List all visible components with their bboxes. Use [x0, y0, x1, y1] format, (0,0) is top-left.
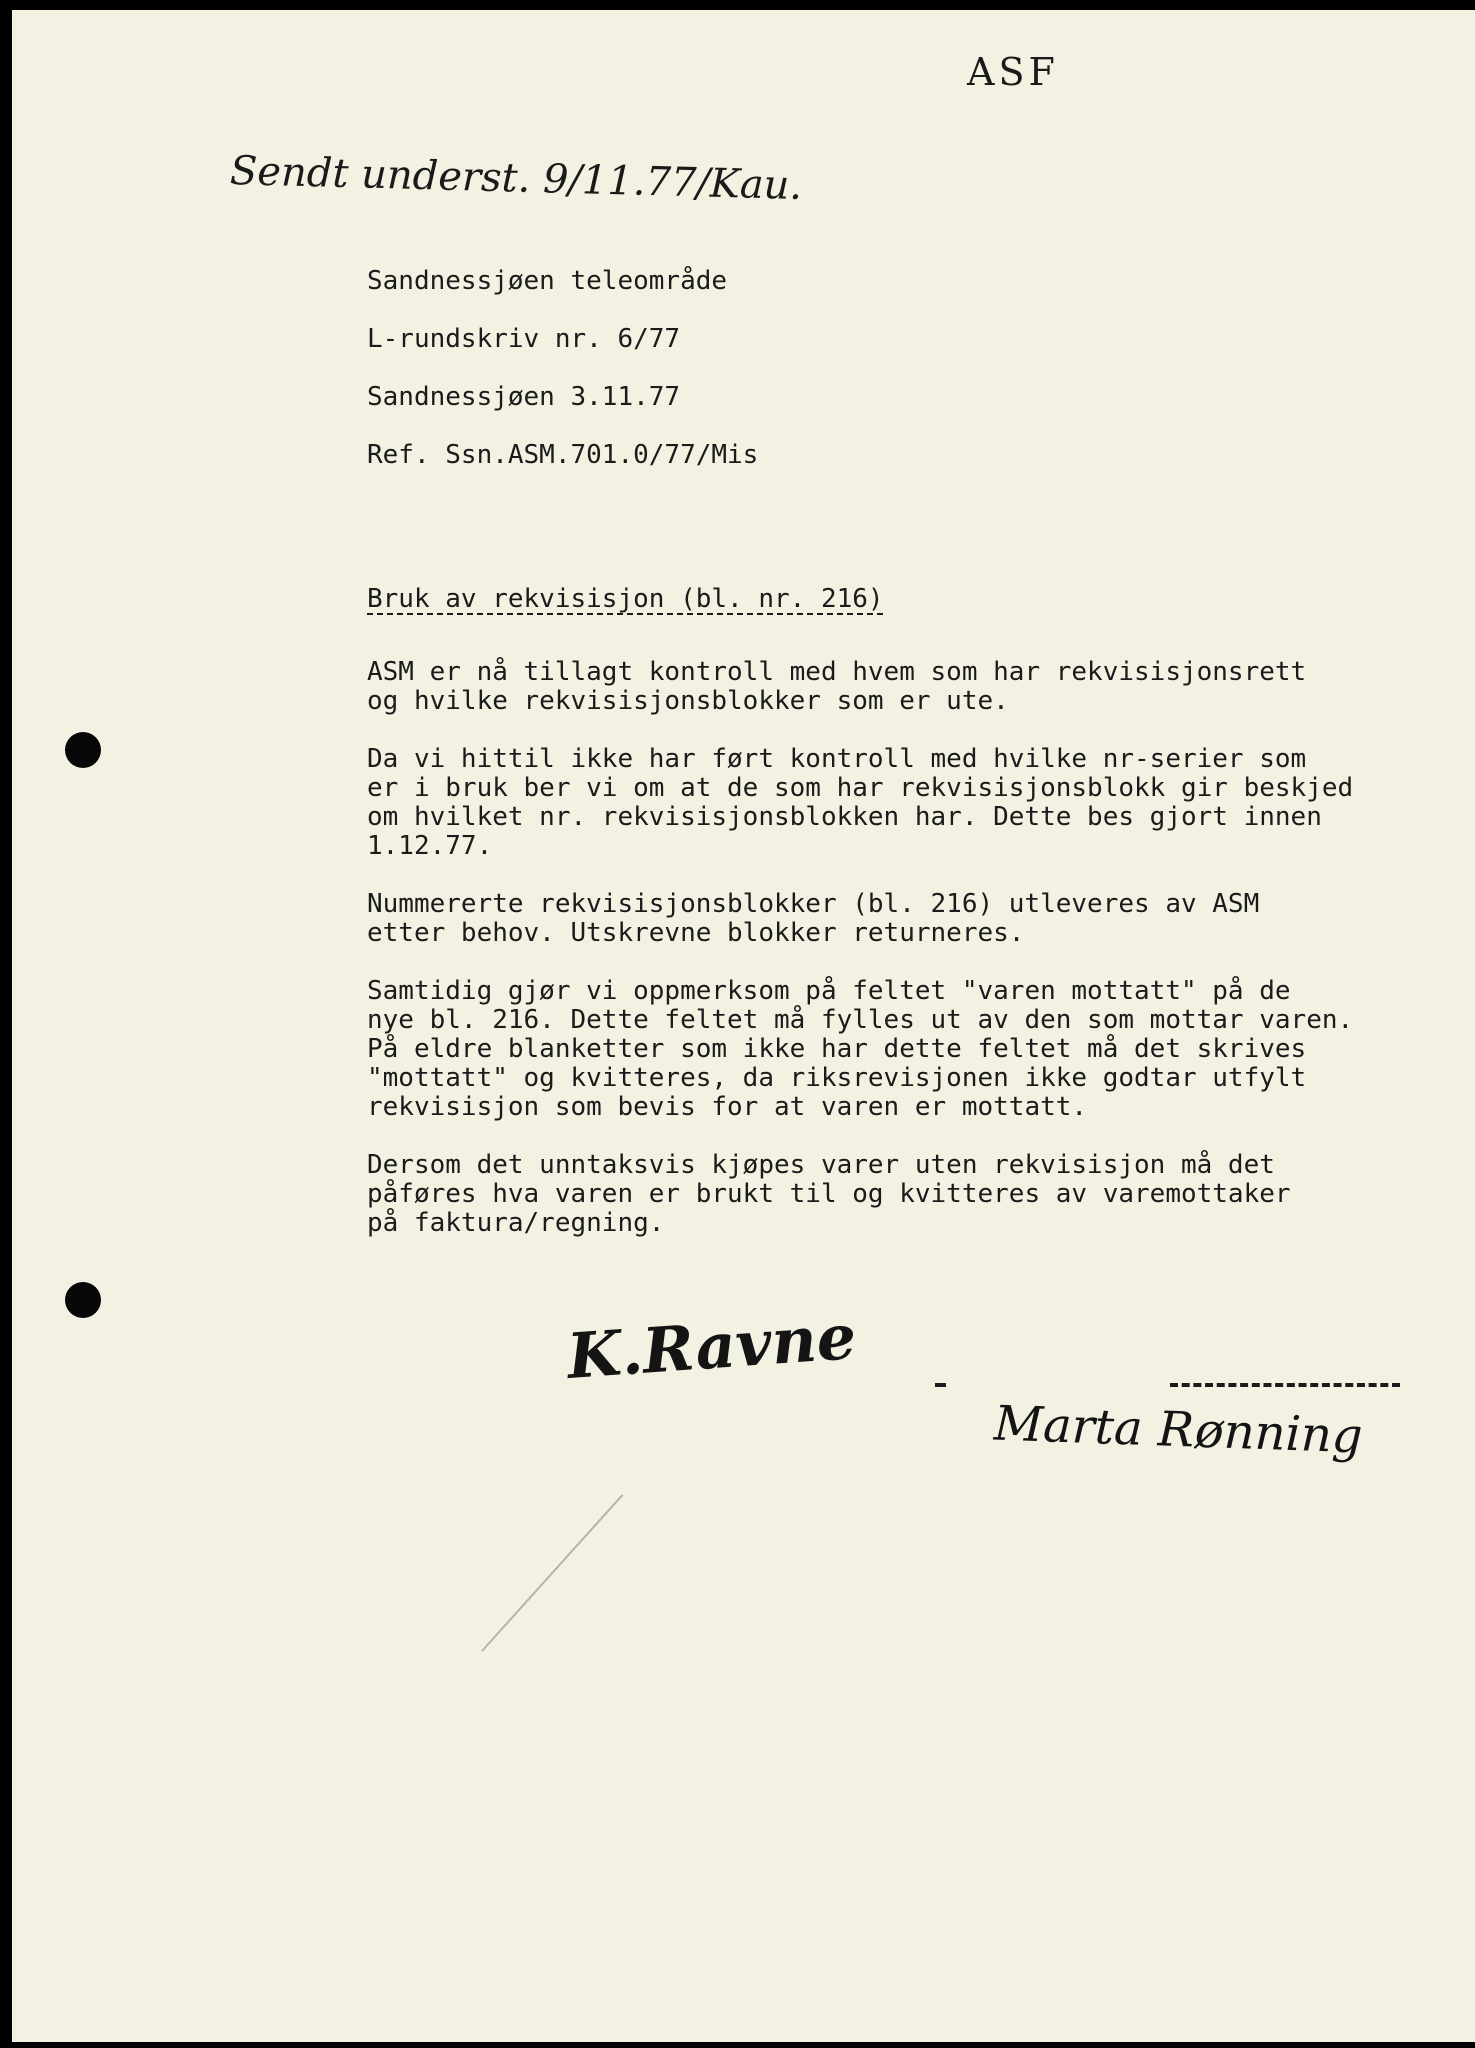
place-and-date: Sandnessjøen 3.11.77: [367, 382, 681, 412]
letter-body: [367, 658, 1467, 1267]
signature-second: Marta Rønning: [993, 1395, 1364, 1465]
punch-hole-top: [65, 732, 101, 768]
handwritten-asf-annotation: ASF: [967, 50, 1059, 94]
punch-hole-bottom: [65, 1282, 101, 1318]
reference-line: Ref. Ssn.ASM.701.0/77/Mis: [367, 440, 759, 470]
faint-pen-stroke: [481, 1494, 623, 1651]
paragraph: Dersom det unntaksvis kjøpes varer uten rekvisisjon må det påføres hva varen er brukt til og kvitteres av varemottaker på faktura/regning.: [367, 1150, 1291, 1238]
paragraph: ASM er nå tillagt kontroll med hvem som har rekvisisjonsrett og hvilke rekvisisjonsblokker som er ute.: [367, 657, 1307, 716]
handwritten-sent-note: Sendt underst. 9/11.77/Kau.: [229, 148, 803, 209]
paragraph: Samtidig gjør vi oppmerksom på feltet "varen mottatt" på de nye bl. 216. Dette feltet må fylles ut av den som mottar varen. På eldre blanketter som ikke har dette feltet må det skrives "mottatt" og kvitteres, da riksrevisjonen ikke godtar utfylt rekvisisjon som bevis for at varen er mottatt.: [367, 976, 1354, 1122]
office-name: Sandnessjøen teleområde: [367, 266, 728, 296]
document-page: [12, 10, 1475, 2042]
signature-line: [1170, 1383, 1400, 1387]
paragraph: Da vi hittil ikke har ført kontroll med hvilke nr-serier som er i bruk ber vi om at de som har rekvisisjonsblokk gir beskjed om hvilket nr. rekvisisjonsblokken har. Dette bes gjort innen 1.12.77.: [367, 744, 1354, 861]
dash-mark: [935, 1383, 946, 1387]
subject-heading: Bruk av rekvisisjon (bl. nr. 216): [367, 584, 884, 614]
signature-first: K.Ravne: [564, 1300, 859, 1393]
paragraph: Nummererte rekvisisjonsblokker (bl. 216) utleveres av ASM etter behov. Utskrevne blokker returneres.: [367, 889, 1260, 948]
circular-number: L-rundskriv nr. 6/77: [367, 324, 681, 354]
